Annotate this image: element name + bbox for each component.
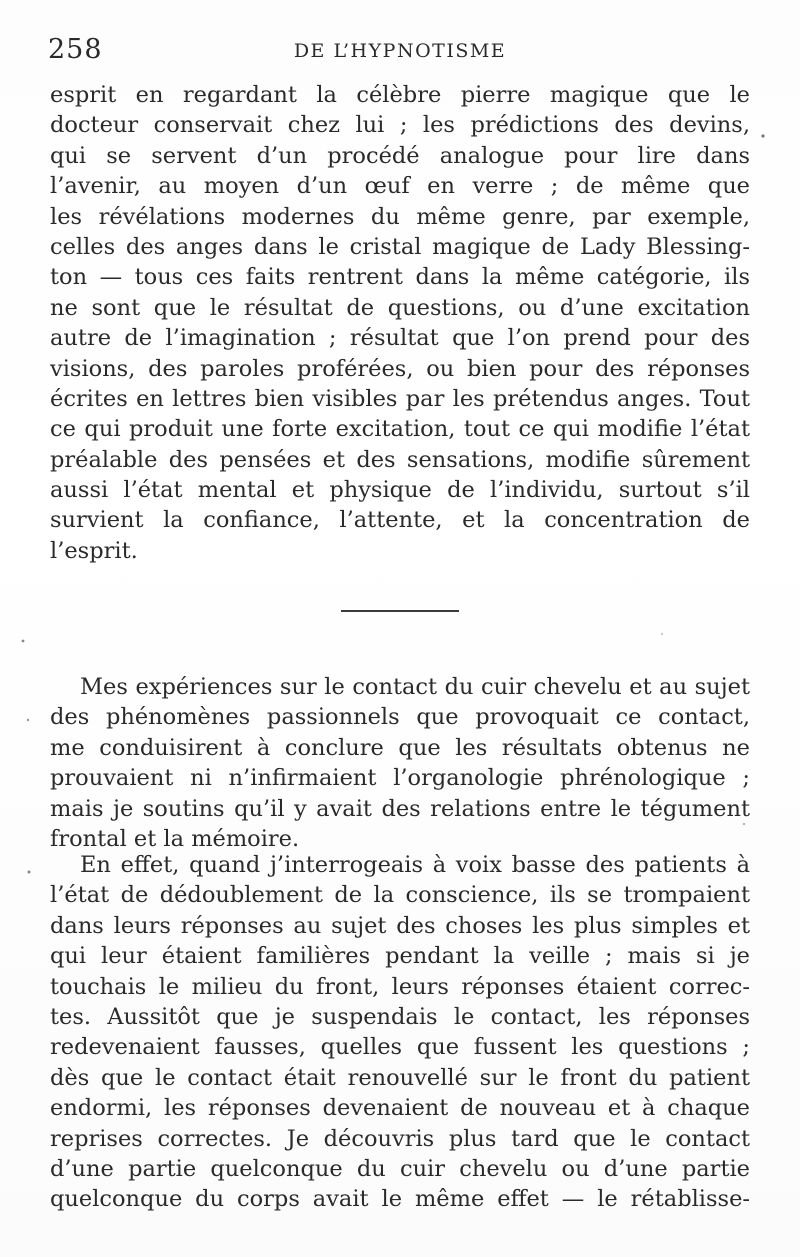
text-line: qui leur étaient familières pendant la veille ; mais si je xyxy=(50,943,750,970)
paragraph-3 xyxy=(50,850,750,1215)
paper-speck xyxy=(661,633,663,635)
text-line: quelconque du corps avait le même effet — le rétablisse- xyxy=(50,1186,750,1213)
paper-speck xyxy=(761,134,764,137)
text-line: frontal et la mémoire. xyxy=(50,825,300,852)
text-line: ton — tous ces faits rentrent dans la même catégorie, ils xyxy=(50,264,750,291)
text-line: mais je soutins qu’il y avait des relations entre le tégument xyxy=(50,795,750,822)
text-line: dès que le contact était renouvellé sur le front du patient xyxy=(50,1064,750,1091)
text-line: l’avenir, au moyen d’un œuf en verre ; de même que xyxy=(50,173,750,200)
paper-speck xyxy=(27,719,29,721)
text-line: redevenaient fausses, quelles que fussent les questions ; xyxy=(50,1034,750,1061)
text-line: aussi l’état mental et physique de l’individu, surtout s’il xyxy=(50,477,750,504)
text-line: survient la confiance, l’attente, et la concentration de xyxy=(50,507,750,534)
text-line: autre de l’imagination ; résultat que l’on prend pour des xyxy=(50,325,750,352)
text-line: préalable des pensées et des sensations, modifie sûrement xyxy=(50,446,750,473)
running-header xyxy=(48,34,752,68)
paper-speck xyxy=(22,640,25,643)
text-line: Mes expériences sur le contact du cuir chevelu et au sujet xyxy=(80,674,750,700)
section-divider xyxy=(341,610,459,612)
page-number: 258 xyxy=(48,34,103,65)
text-line: l’état de dédoublement de la conscience, ils se trompaient xyxy=(50,882,750,909)
paragraph-1 xyxy=(50,80,750,566)
text-line: l’esprit. xyxy=(50,537,138,564)
text-line: qui se servent d’un procédé analogue pour lire dans xyxy=(50,142,750,169)
text-line: ce qui produit une forte excitation, tout ce qui modifie l’état xyxy=(50,416,750,443)
text-line: les révélations modernes du même genre, par exemple, xyxy=(50,203,750,230)
paper-speck xyxy=(28,871,31,874)
text-line: esprit en regardant la célèbre pierre magique que le xyxy=(50,82,750,108)
text-line: visions, des paroles proférées, ou bien pour des réponses xyxy=(50,355,750,382)
text-line: tes. Aussitôt que je suspendais le contact, les réponses xyxy=(50,1003,750,1030)
text-line: des phénomènes passionnels que provoquait ce contact, xyxy=(50,704,750,731)
paragraph-2 xyxy=(50,672,750,854)
text-line: docteur conservait chez lui ; les prédictions des devins, xyxy=(50,112,750,139)
text-line: écrites en lettres bien visibles par les prétendus anges. Tout xyxy=(50,385,750,412)
text-line: me conduisirent à conclure que les résultats obtenus ne xyxy=(50,734,750,761)
text-line: dans leurs réponses au sujet des choses les plus simples et xyxy=(50,912,750,939)
text-line: endormi, les réponses devenaient de nouveau et à chaque xyxy=(50,1095,750,1122)
running-title: DE L’HYPNOTISME xyxy=(293,40,507,62)
text-line: En effet, quand j’interrogeais à voix basse des patients à xyxy=(80,852,750,878)
text-line: d’une partie quelconque du cuir chevelu ou d’une partie xyxy=(50,1155,750,1182)
text-line: touchais le milieu du front, leurs réponses étaient correc- xyxy=(50,973,750,1000)
text-line: celles des anges dans le cristal magique de Lady Blessing- xyxy=(50,233,750,260)
text-line: prouvaient ni n’infirmaient l’organologie phrénologique ; xyxy=(50,765,750,792)
text-line: ne sont que le résultat de questions, ou d’une excitation xyxy=(50,294,750,321)
text-line: reprises correctes. Je découvris plus tard que le contact xyxy=(50,1125,750,1152)
